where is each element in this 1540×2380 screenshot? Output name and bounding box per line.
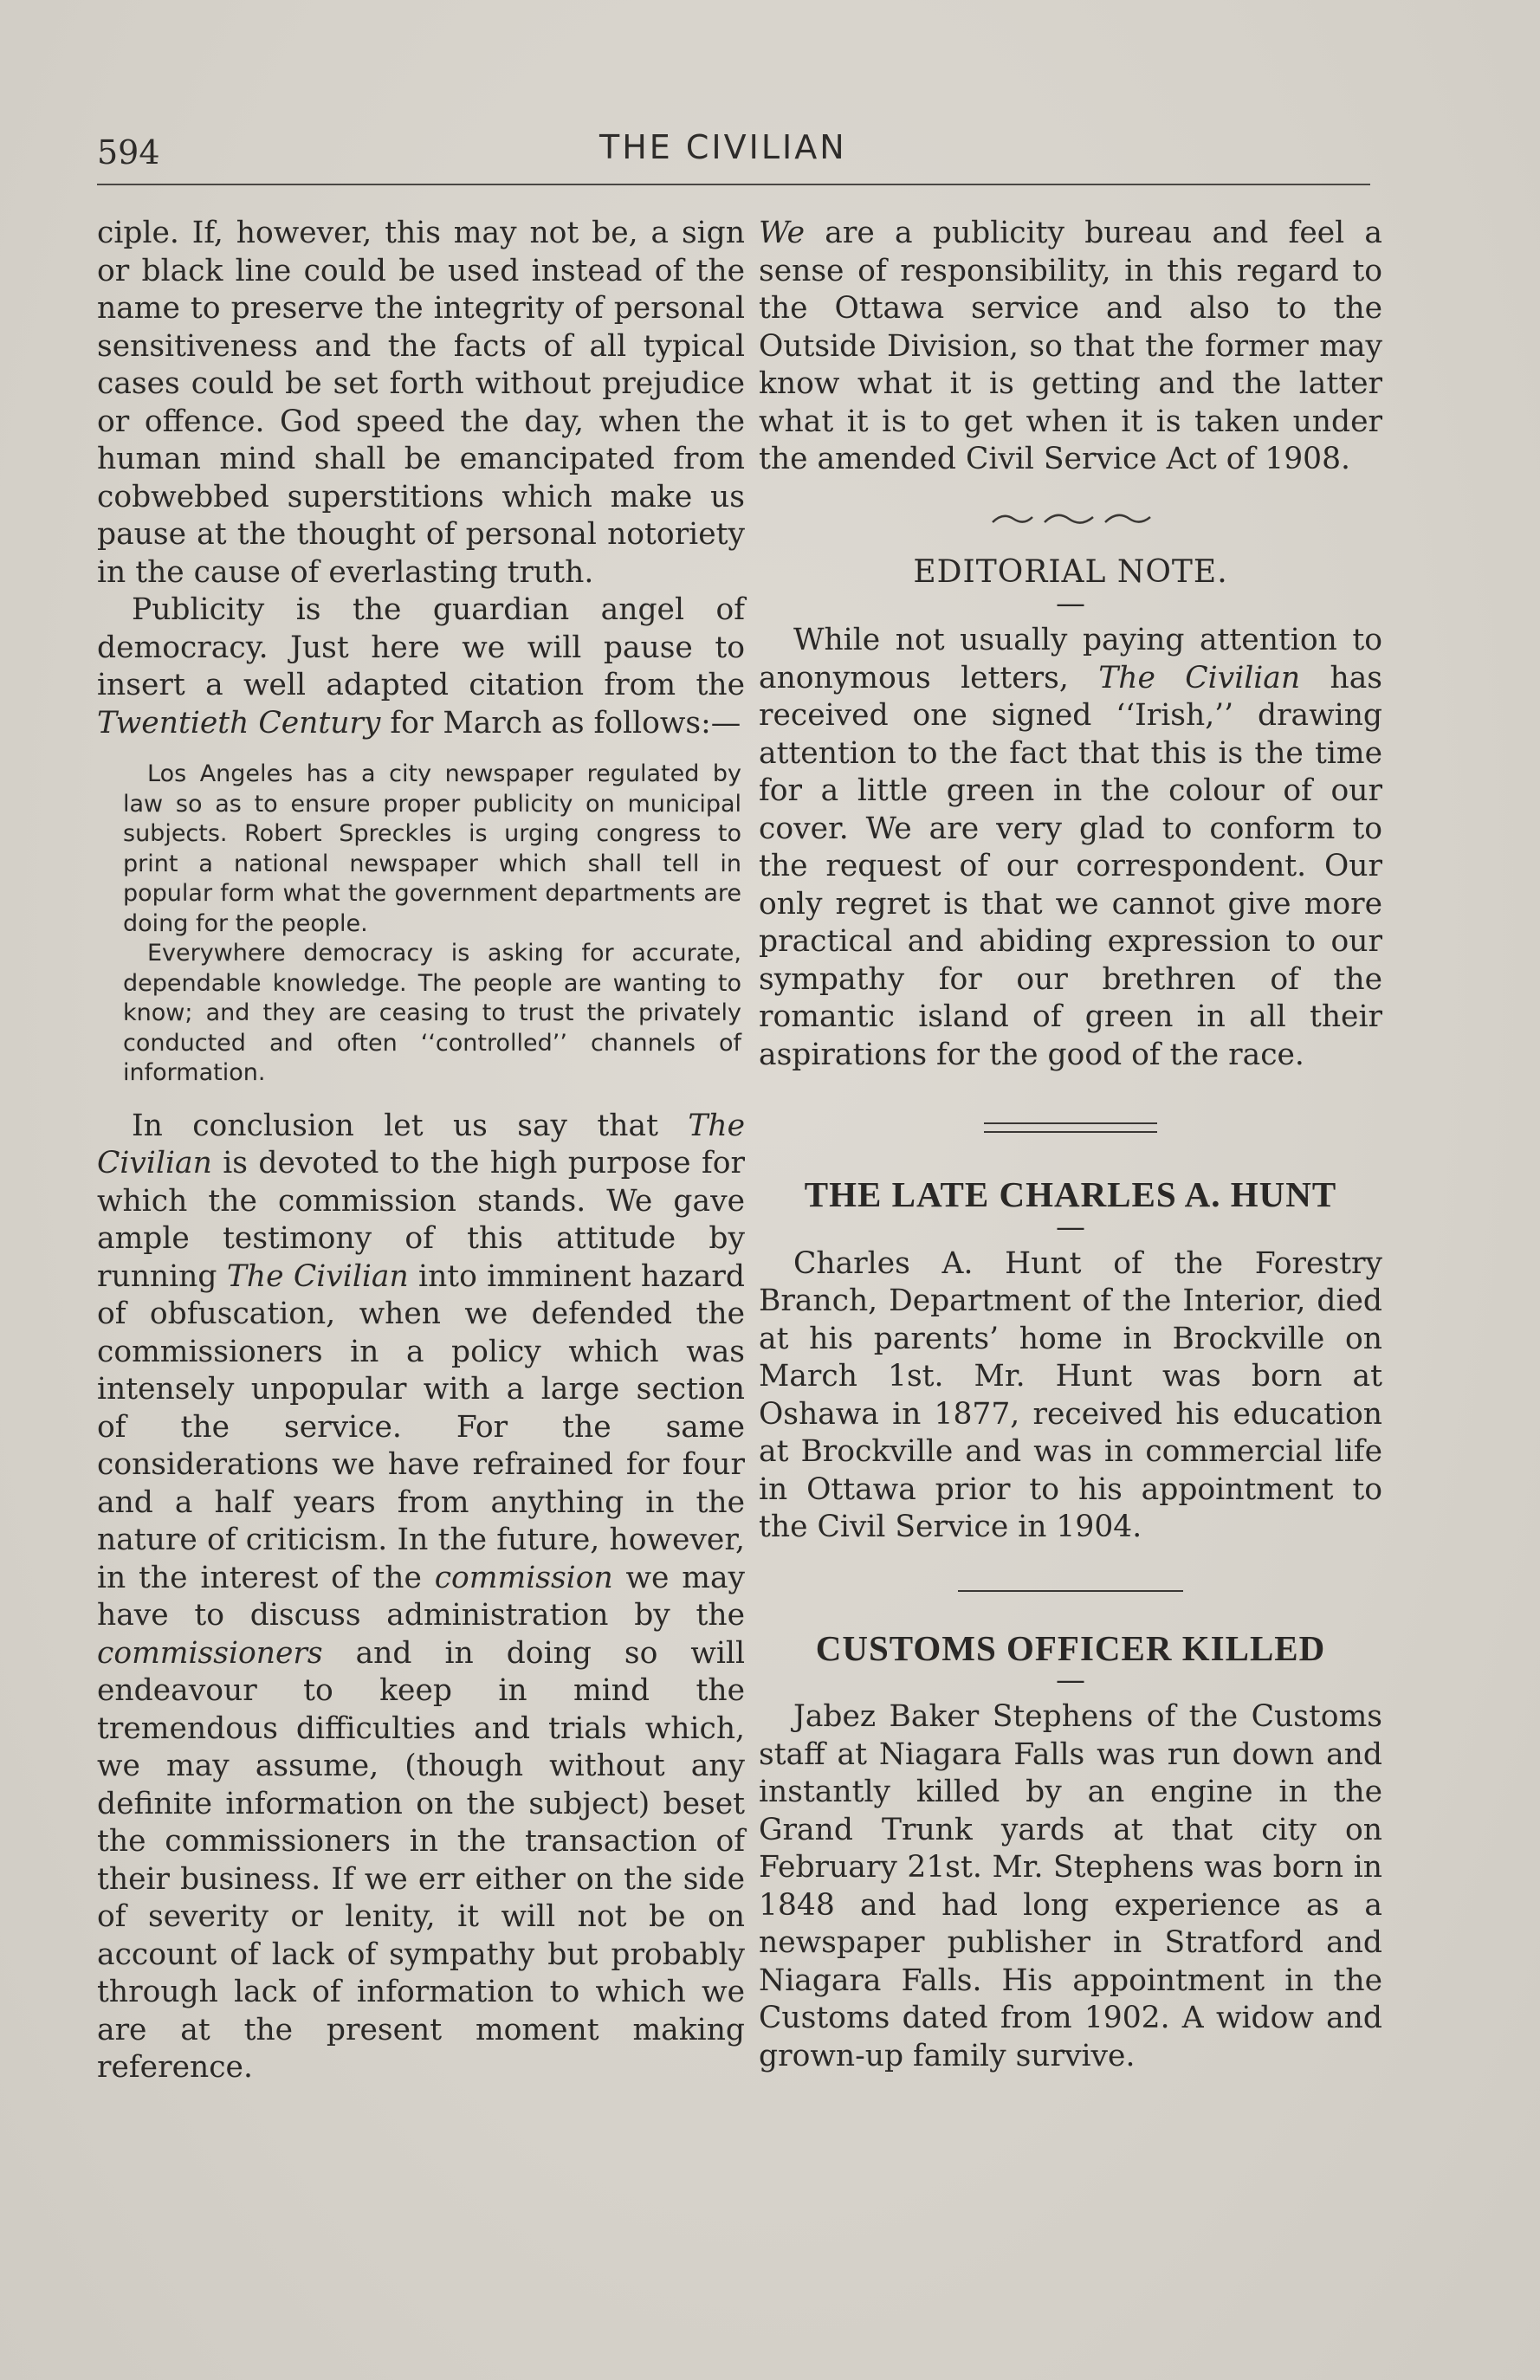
left-paragraph-1: ciple. If, however, this may not be, a sign or black line could be used instead of the name to preserve the integrity of personal sensitiveness and the facts of all typical cases could be set forth without prejudice or offence. God speed the day, when the human mind shall be emancipated from cobwebbed superstitions which make us pause at the thought of personal notoriety in the cause of everlasting truth. <box>97 216 745 590</box>
customs-officer-text: Jabez Baker Stephens of the Customs staff at Niagara Falls was run down and instantly killed by an engine in the Grand Trunk yards at that city on February 21st. Mr. Stephens was born in 1848 and had long experience as a newspaper publisher in Stratford and Niagara Falls. His appointment in the Customs dated from 1902. A widow and grown-up family survive. <box>759 1699 1382 2073</box>
double-rule-divider <box>984 1122 1157 1133</box>
customs-officer-title: CUSTOMS OFFICER KILLED <box>815 1627 1326 1668</box>
left-column <box>97 215 745 2087</box>
right-paragraph-1: We are a publicity bureau and feel a sense of responsibility, in this regard to the Ottawa service and also to the Outside Division, so that the former may know what it is getting and the latter what it is to get when it is taken under the amended Civil Service Act of 1908. <box>759 216 1382 476</box>
block-quote <box>123 760 741 1089</box>
single-rule-divider <box>958 1590 1183 1592</box>
header-rule <box>97 184 1370 185</box>
editorial-note-title: EDITORIAL NOTE. <box>913 553 1228 590</box>
editorial-dash: — <box>1056 586 1085 621</box>
customs-dash: — <box>1056 1663 1085 1698</box>
swirl-ornament-icon <box>984 503 1157 538</box>
hunt-obituary-text: Charles A. Hunt of the Forestry Branch, Department of the Interior, died at his parents’ home in Brockville on March 1st. Mr. Hunt was born at Oshawa in 1877, received his education at Brockville and was in commercial life in Ottawa prior to his appointment to the Civil Service in 1904. <box>759 1245 1382 1544</box>
editorial-note-text: While not usually paying attention to anonymous letters, The Civilian has received one signed ‘‘Irish,’’ drawing attention to the fact that this is the time for a little green in the colour of our cover. We are very glad to conform to the request of our correspondent. Our only regret is that we cannot give more practical and abiding expression to our sympathy for our brethren of the romantic island of green in all their aspirations for the good of the race. <box>759 623 1382 1072</box>
hunt-obituary-title: THE LATE CHARLES A. HUNT <box>804 1174 1337 1214</box>
magazine-title-italic: Twentieth Century <box>97 705 381 741</box>
right-column <box>759 215 1382 2075</box>
quote-paragraph-2: Everywhere democracy is asking for accurate, dependable knowledge. The people are wanting to know; and they are ceasing to trust the privately conducted and often ‘‘controlled’’ channels of information. <box>123 940 741 1086</box>
left-paragraph-2: Publicity is the guardian angel of democracy. Just here we will pause to insert a well adapted citation from the Twentieth Century for March as follows:— <box>97 592 745 741</box>
page-header <box>97 128 1379 170</box>
quote-paragraph-1: Los Angeles has a city newspaper regulated by law so as to ensure proper publicity on municipal subjects. Robert Spreckles is urging congress to print a national newspaper which shall tell in popular form what the government departments are doing for the people. <box>123 760 741 937</box>
left-paragraph-3: In conclusion let us say that The Civilian is devoted to the high purpose for which the commission stands. We gave ample testimony of this attitude by running The Civilian into imminent hazard of obfuscation, when we defended the commissioners in a policy which was intensely unpopular with a large section of the service. For the same considerations we have refrained for four and a half years from anything in the nature of criticism. In the future, however, in the interest of the commission we may have to discuss administration by the commissioners and in doing so will endeavour to keep in mind the tremendous difficulties and trials which, we may assume, (though without any definite information on the subject) beset the commissioners in the transaction of their business. If we err either on the side of severity or lenity, it will not be on account of lack of sympathy but probably through lack of information to which we are at the present moment making reference. <box>97 1108 746 2085</box>
running-title: THE CIVILIAN <box>599 128 847 166</box>
hunt-dash: — <box>1056 1209 1085 1245</box>
ornament-divider <box>759 503 1382 538</box>
page-number: 594 <box>97 133 160 171</box>
